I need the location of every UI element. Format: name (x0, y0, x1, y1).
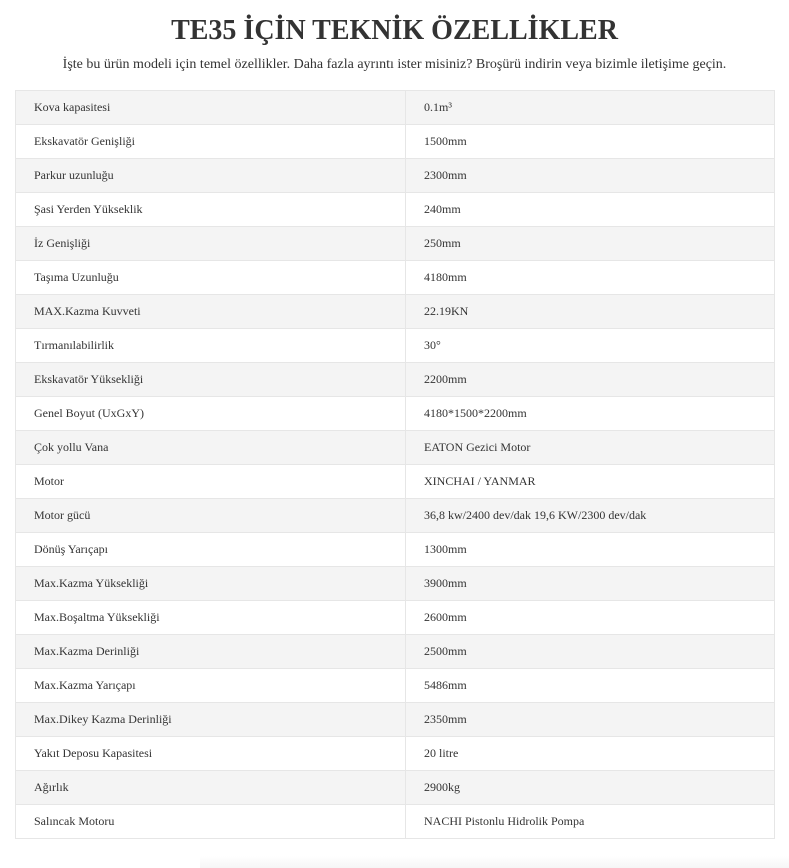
spec-row (16, 567, 775, 601)
spec-label: Ekskavatör Genişliği (16, 125, 406, 159)
page-subtitle: İşte bu ürün modeli için temel özellikler. Daha fazla ayrıntı ister misiniz? Broşürü indirin veya bizimle iletişime geçin. (62, 57, 727, 72)
spec-row (16, 261, 775, 295)
spec-value: 4180*1500*2200mm (406, 397, 775, 431)
spec-table-body (16, 91, 775, 839)
spec-row (16, 329, 775, 363)
spec-label: MAX.Kazma Kuvveti (16, 295, 406, 329)
spec-row (16, 533, 775, 567)
spec-value: 250mm (406, 227, 775, 261)
spec-label: Genel Boyut (UxGxY) (16, 397, 406, 431)
spec-value: EATON Gezici Motor (406, 431, 775, 465)
spec-table (15, 90, 775, 839)
spec-label: Yakıt Deposu Kapasitesi (16, 737, 406, 771)
spec-row (16, 431, 775, 465)
spec-row (16, 771, 775, 805)
spec-value: 22.19KN (406, 295, 775, 329)
spec-value: NACHI Pistonlu Hidrolik Pompa (406, 805, 775, 839)
spec-label: Şasi Yerden Yükseklik (16, 193, 406, 227)
spec-label: İz Genişliği (16, 227, 406, 261)
spec-value: 1300mm (406, 533, 775, 567)
spec-value: 2900kg (406, 771, 775, 805)
spec-value: 2350mm (406, 703, 775, 737)
spec-row (16, 805, 775, 839)
spec-row (16, 227, 775, 261)
spec-value: 2600mm (406, 601, 775, 635)
spec-label: Ağırlık (16, 771, 406, 805)
spec-label: Taşıma Uzunluğu (16, 261, 406, 295)
spec-row (16, 669, 775, 703)
spec-label: Max.Kazma Yüksekliği (16, 567, 406, 601)
spec-value: 20 litre (406, 737, 775, 771)
spec-value: 36,8 kw/2400 dev/dak 19,6 KW/2300 dev/dak (406, 499, 775, 533)
spec-row (16, 703, 775, 737)
spec-value: 240mm (406, 193, 775, 227)
spec-value: 3900mm (406, 567, 775, 601)
spec-value: 0.1m³ (406, 91, 775, 125)
spec-label: Ekskavatör Yüksekliği (16, 363, 406, 397)
spec-value: 4180mm (406, 261, 775, 295)
spec-row (16, 193, 775, 227)
spec-value: 2500mm (406, 635, 775, 669)
spec-label: Max.Kazma Derinliği (16, 635, 406, 669)
spec-row (16, 295, 775, 329)
spec-row (16, 499, 775, 533)
spec-label: Max.Dikey Kazma Derinliği (16, 703, 406, 737)
spec-label: Çok yollu Vana (16, 431, 406, 465)
spec-value: XINCHAI / YANMAR (406, 465, 775, 499)
spec-row (16, 363, 775, 397)
spec-label: Parkur uzunluğu (16, 159, 406, 193)
spec-value: 30° (406, 329, 775, 363)
spec-label: Dönüş Yarıçapı (16, 533, 406, 567)
spec-row (16, 125, 775, 159)
spec-label: Max.Kazma Yarıçapı (16, 669, 406, 703)
spec-row (16, 737, 775, 771)
spec-value: 1500mm (406, 125, 775, 159)
spec-row (16, 601, 775, 635)
spec-label: Motor gücü (16, 499, 406, 533)
spec-row (16, 159, 775, 193)
spec-label: Max.Boşaltma Yüksekliği (16, 601, 406, 635)
spec-row (16, 397, 775, 431)
page-title: TE35 İÇİN TEKNİK ÖZELLİKLER (171, 15, 618, 46)
spec-label: Kova kapasitesi (16, 91, 406, 125)
spec-value: 2300mm (406, 159, 775, 193)
spec-label: Tırmanılabilirlik (16, 329, 406, 363)
spec-row (16, 465, 775, 499)
spec-value: 2200mm (406, 363, 775, 397)
spec-row (16, 91, 775, 125)
spec-label: Motor (16, 465, 406, 499)
spec-row (16, 635, 775, 669)
spec-label: Salıncak Motoru (16, 805, 406, 839)
spec-value: 5486mm (406, 669, 775, 703)
bottom-shadow (200, 856, 789, 868)
